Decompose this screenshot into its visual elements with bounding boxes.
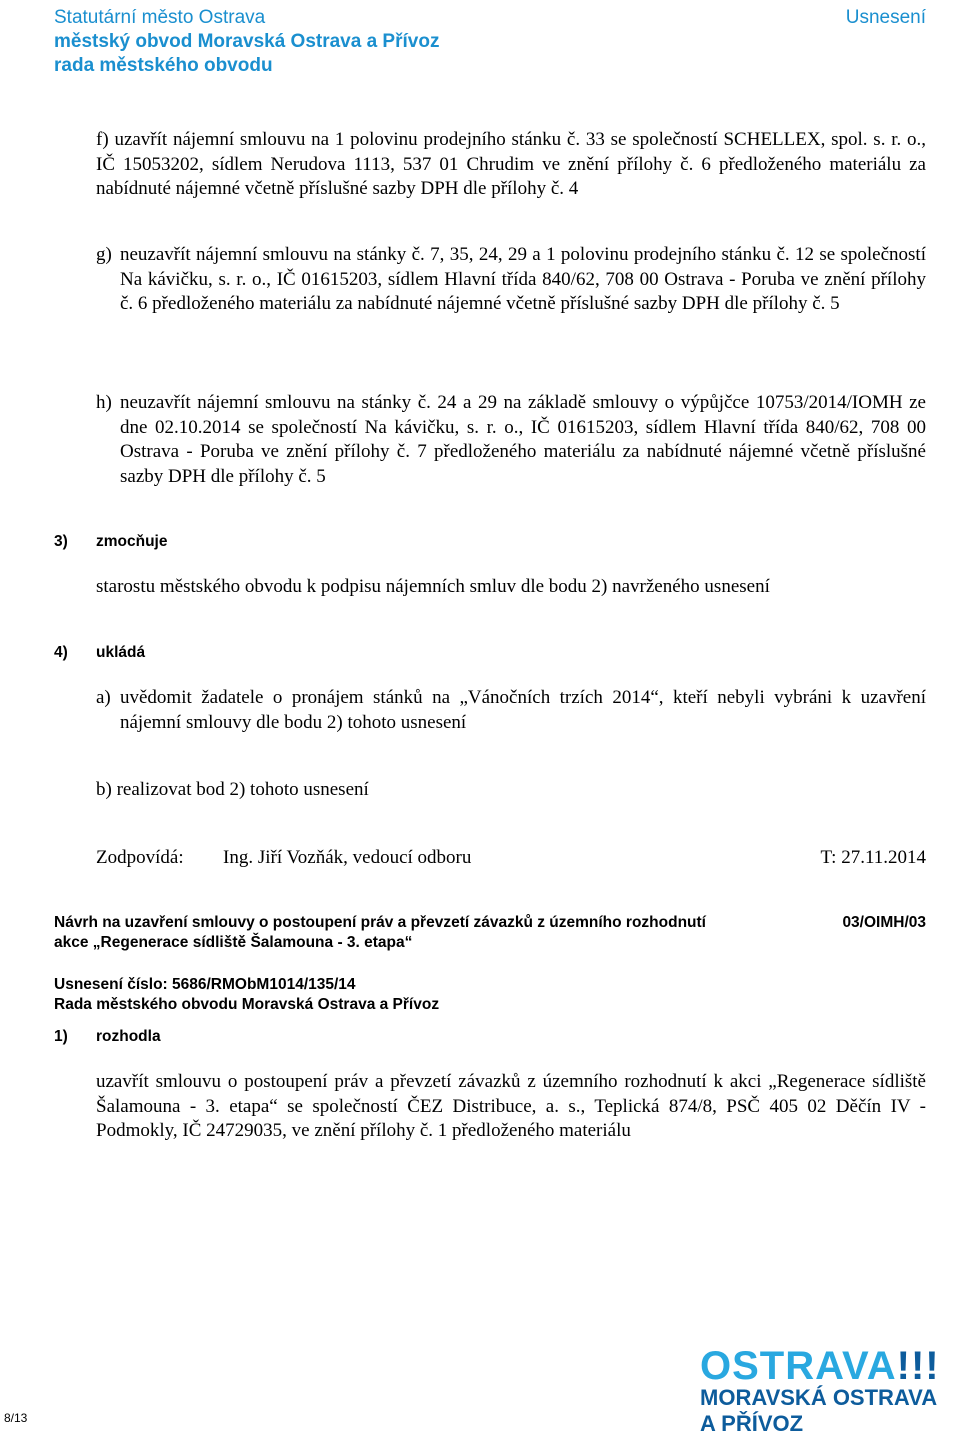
item-b-label: b)	[96, 779, 112, 800]
item-h-label: h)	[96, 392, 112, 413]
item-f	[96, 128, 926, 202]
header-city: Statutární město Ostrava	[54, 7, 266, 28]
proposal-title: Návrh na uzavření smlouvy o postoupení práv a převzetí závazků z územního rozhodnutí akce „Regenerace sídliště Šalamouna - 3. etapa“	[54, 914, 706, 951]
logo-marks: !!!	[896, 1344, 940, 1388]
item-a-text: uvědomit žadatele o pronájem stánků na „Vánočních trzích 2014“, kteří nebyli vybráni k uzavření nájemní smlouvy dle bodu 2) tohoto usnesení	[120, 687, 926, 733]
proposal-section-1-number: 1)	[54, 1028, 68, 1045]
item-g-text: neuzavřít nájemní smlouvu na stánky č. 7, 35, 24, 29 a 1 polovinu prodejního stánku č. 12 se společností Na kávičku, s. r. o., IČ 01615203, sídlem Hlavní třída 840/62, 708 00 Ostrava - Poruba ve znění přílohy č. 6 předloženého materiálu za nabídnuté nájemné včetně příslušné sazby DPH dle přílohy č. 5	[120, 244, 926, 314]
header-district: městský obvod Moravská Ostrava a Přívoz	[54, 31, 440, 52]
section-4-item-b	[96, 778, 369, 803]
section-4-item-a	[96, 686, 926, 735]
proposal-code: 03/OIMH/03	[842, 914, 926, 931]
section-3-text: starostu městského obvodu k podpisu nájemních smluv dle bodu 2) navrženého usnesení	[96, 576, 770, 597]
item-f-label: f)	[96, 129, 109, 150]
item-g	[96, 243, 926, 317]
section-3-title: zmocňuje	[96, 533, 168, 550]
item-b-text: realizovat bod 2) tohoto usnesení	[116, 779, 369, 800]
page-number: 8/13	[4, 1411, 28, 1425]
responsible-name: Ing. Jiří Vozňák, vedoucí odboru	[223, 847, 472, 868]
resolution-number: Usnesení číslo: 5686/RMObM1014/135/14	[54, 976, 356, 993]
item-a-label: a)	[96, 687, 111, 708]
logo-line-2: MORAVSKÁ OSTRAVA	[700, 1385, 938, 1410]
section-4-number: 4)	[54, 644, 68, 661]
council-name: Rada městského obvodu Moravská Ostrava a Přívoz	[54, 996, 440, 1013]
proposal-section-1-title: rozhodla	[96, 1028, 161, 1045]
item-h-text: neuzavřít nájemní smlouvu na stánky č. 24 a 29 na základě smlouvy o výpůjčce 10753/2014/IOMH ze dne 02.10.2014 se společností Na kávičku, s. r. o., IČ 01615203, sídlem Hlavní třída 840/62, 708 00 Ostrava - Poruba ve znění přílohy č. 7 předloženého materiálu za nabídnuté nájemné včetně příslušné sazby DPH dle přílohy č. 5	[120, 392, 926, 487]
item-f-text: uzavřít nájemní smlouvu na 1 polovinu prodejního stánku č. 33 se společností SCHELLEX, spol. s. r. o., IČ 15053202, sídlem Nerudova 1113, 537 01 Chrudim ve znění přílohy č. 6 předloženého materiálu za nabídnuté nájemné včetně příslušné sazby DPH dle přílohy č. 4	[96, 129, 927, 199]
item-h	[96, 391, 926, 489]
logo-line-3: A PŘÍVOZ	[700, 1411, 804, 1436]
section-3-number: 3)	[54, 533, 68, 550]
document-header	[54, 6, 439, 78]
logo-wordmark	[700, 1344, 940, 1388]
proposal-section-1-text: uzavřít smlouvu o postoupení práv a převzetí závazků z územního rozhodnutí k akci „Regenerace sídliště Šalamouna - 3. etapa“ se společností ČEZ Distribuce, a. s., Teplická 874/8, PSČ 405 02 Děčín IV - Podmokly, IČ 24729035, ve znění přílohy č. 1 předloženého materiálu	[96, 1071, 926, 1141]
logo-word: OSTRAVA	[700, 1344, 897, 1388]
item-g-label: g)	[96, 244, 112, 265]
responsible-label: Zodpovídá:	[96, 847, 184, 868]
deadline: T: 27.11.2014	[820, 847, 926, 868]
section-4-title: ukládá	[96, 644, 146, 661]
header-council: rada městského obvodu	[54, 55, 273, 76]
header-doc-type: Usnesení	[845, 7, 926, 28]
